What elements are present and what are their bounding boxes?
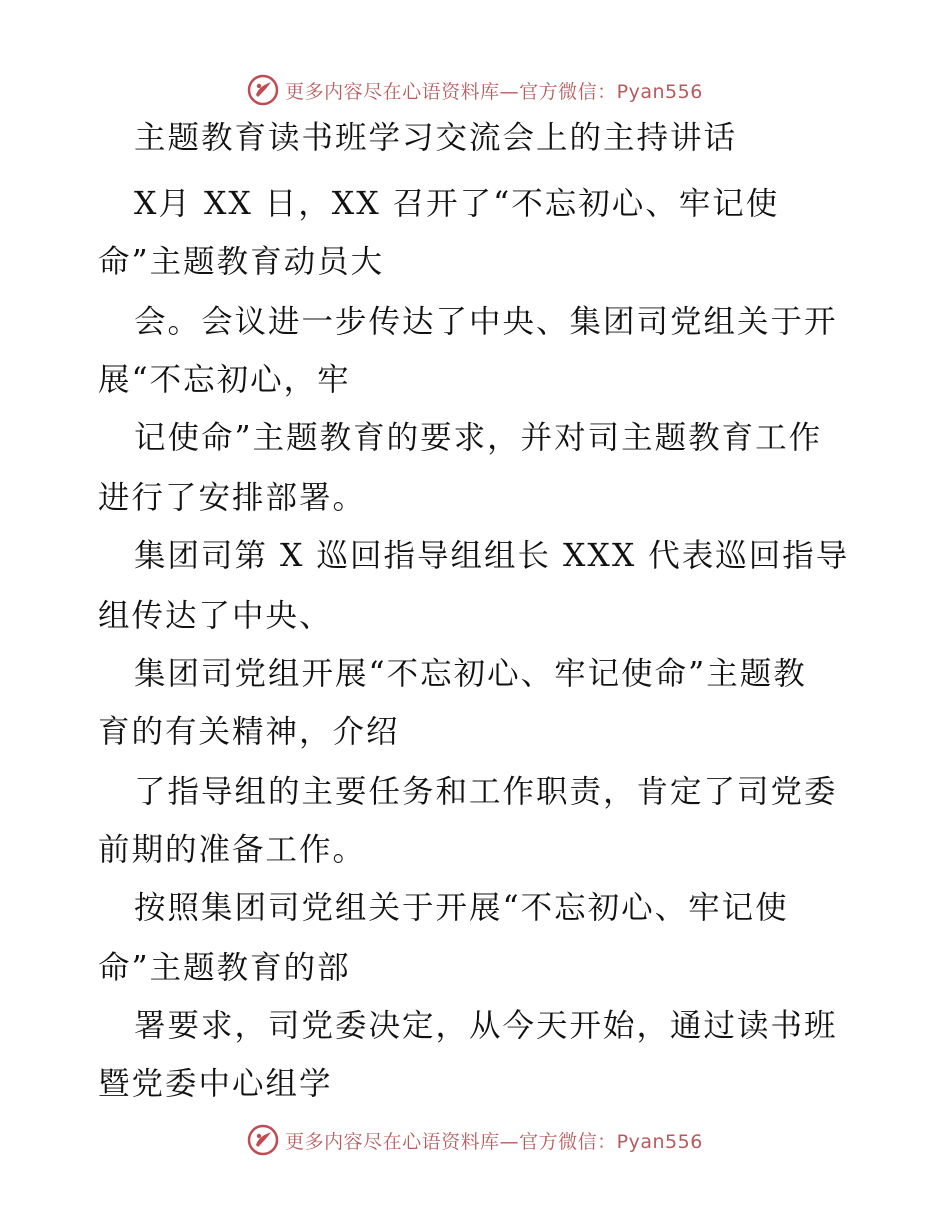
brand-logo-icon [247, 74, 279, 106]
paragraph-line: 命”主题教育的部 [98, 950, 351, 986]
document-title: 主题教育读书班学习交流会上的主持讲话 [134, 120, 738, 156]
paragraph-line: 按照集团司党组关于开展“不忘初心、牢记使 [134, 890, 789, 926]
paragraph-line: 集团司第 X 巡回指导组组长 XXX 代表巡回指导 [134, 538, 850, 574]
paragraph-line: 前期的准备工作。 [98, 832, 367, 868]
paragraph-line: 育的有关精神，介绍 [98, 714, 400, 750]
paragraph-line: 记使命”主题教育的要求，并对司主题教育工作 [134, 420, 823, 456]
brand-logo-icon [247, 1124, 279, 1156]
header-watermark [0, 70, 950, 110]
watermark-text: 更多内容尽在心语资料库—官方微信：Pyan556 [285, 1130, 703, 1153]
paragraph-line: 命”主题教育动员大 [98, 244, 385, 280]
paragraph-line: 组传达了中央、 [98, 598, 333, 634]
watermark-text: 更多内容尽在心语资料库—官方微信：Pyan556 [285, 80, 703, 103]
paragraph-line: 集团司党组开展“不忘初心、牢记使命”主题教 [134, 656, 807, 692]
paragraph-line: 署要求，司党委决定，从今天开始，通过读书班 [134, 1008, 838, 1044]
paragraph-line: 会。会议进一步传达了中央、集团司党组关于开 [134, 304, 838, 340]
paragraph-line: 进行了安排部署。 [98, 480, 367, 516]
footer-watermark [0, 1120, 950, 1160]
paragraph-line: X月 XX 日，XX 召开了“不忘初心、牢记使 [134, 186, 780, 222]
paragraph-line: 暨党委中心组学 [98, 1066, 333, 1102]
paragraph-line: 展“不忘初心，牢 [98, 362, 351, 398]
paragraph-line: 了指导组的主要任务和工作职责，肯定了司党委 [134, 774, 838, 810]
